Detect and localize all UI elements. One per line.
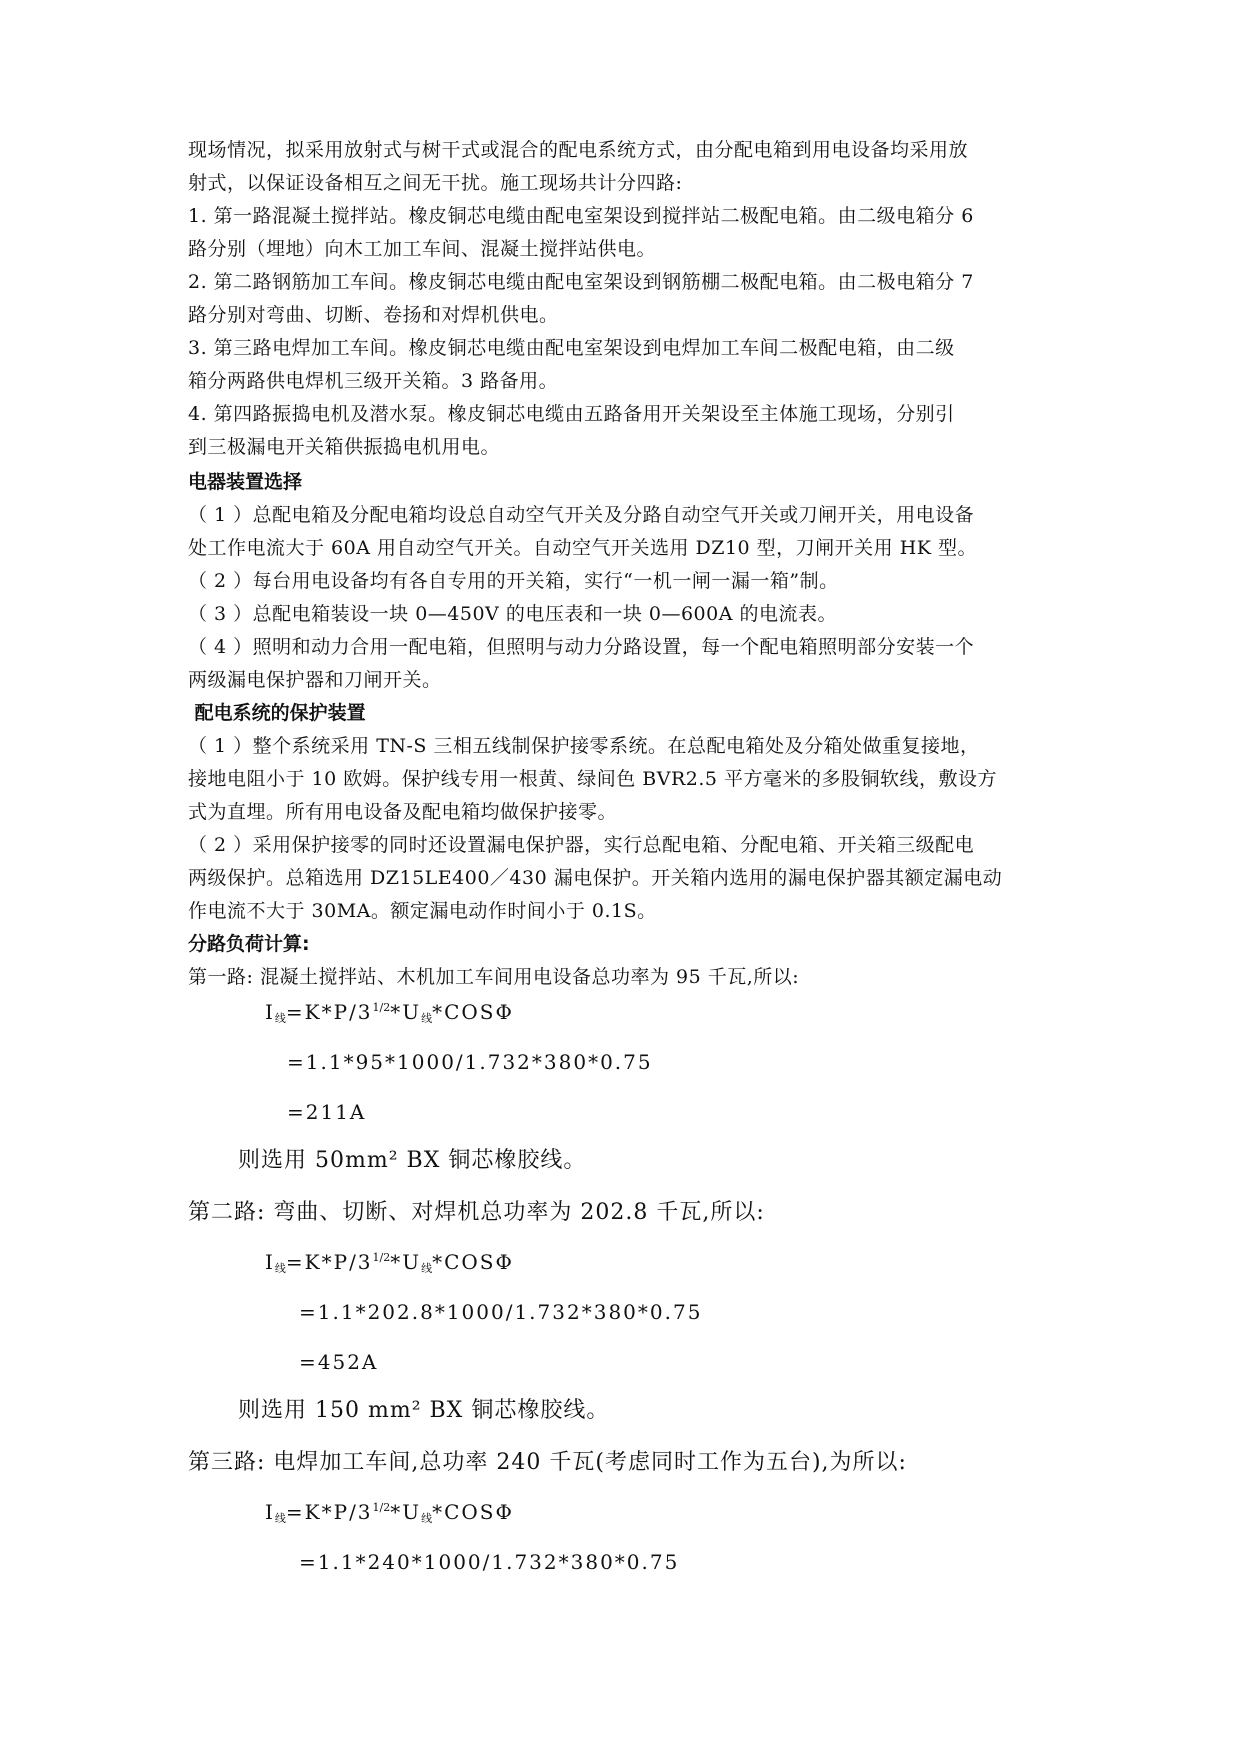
formula-cos: *COSΦ <box>432 1250 514 1274</box>
formula-u: *U <box>390 1250 422 1274</box>
formula-sub: 线 <box>274 1262 286 1275</box>
section-heading-electrical: 电器装置选择 <box>188 471 303 493</box>
text-line: 射式，以保证设备相互之间无干扰。施工现场共计分四路: <box>188 172 683 194</box>
route1-intro <box>188 961 1048 994</box>
list-item: 两级漏电保护器和刀闸开关。 <box>188 669 442 691</box>
list-item: （ 1 ）整个系统采用 TN-S 三相五线制保护接零系统。在总配电箱处及分箱处做重复接地， <box>188 735 980 757</box>
list-item: （ 2 ）每台用电设备均有各自专用的开关箱，实行“一机一闸一漏一箱”制。 <box>188 570 839 592</box>
route2-step2: =452A <box>299 1350 379 1374</box>
formula-u: *U <box>390 1500 422 1524</box>
formula-exp: 1/2 <box>372 1501 391 1514</box>
route-3-line: 箱分两路供电焊机三级开关箱。3 路备用。 <box>188 370 559 392</box>
section-heading-protection: 配电系统的保护装置 <box>188 702 366 724</box>
formula-i: I <box>265 1500 275 1524</box>
formula-mid: =K*P/3 <box>285 1500 373 1524</box>
text-line: 现场情况，拟采用放射式与树干式或混合的配电系统方式，由分配电箱到用电设备均采用放 <box>188 139 969 161</box>
route1-conclusion: 则选用 50mm² BX 铜芯橡胶线。 <box>238 1148 587 1173</box>
list-item: （ 1 ）总配电箱及分配电箱均设总自动空气开关及分路自动空气开关或刀闸开关，用电设备 <box>188 504 975 526</box>
formula-u: *U <box>390 1000 422 1024</box>
formula-sub: 线 <box>421 1012 433 1025</box>
list-item: （ 2 ）采用保护接零的同时还设置漏电保护器，实行总配电箱、分配电箱、开关箱三级配电 <box>188 834 975 856</box>
list-item: 作电流不大于 30MA。额定漏电动作时间小于 0.1S。 <box>188 900 657 922</box>
route2-formula <box>265 1250 514 1276</box>
route1-intro-text: 第一路: 混凝土搅拌站、木机加工车间用电设备总功率为 95 千瓦,所以: <box>188 966 800 988</box>
route-1-line: 路分别（埋地）向木工加工车间、混凝土搅拌站供电。 <box>188 238 657 260</box>
route3-intro: 第三路: 电焊加工车间,总功率 240 千瓦(考虑同时工作为五台),为所以: <box>188 1450 907 1475</box>
list-item: 处工作电流大于 60A 用自动空气开关。自动空气开关选用 DZ10 型，刀闸开关用 HK 型。 <box>188 537 978 559</box>
list-item: 式为直埋。所有用电设备及配电箱均做保护接零。 <box>188 801 618 823</box>
section-heading-load: 分路负荷计算: <box>188 933 310 955</box>
list-item: 接地电阻小于 10 欧姆。保护线专用一根黄、绿间色 BVR2.5 平方毫米的多股铜软线，敷设方 <box>188 768 998 790</box>
route3-step1: =1.1*240*1000/1.732*380*0.75 <box>299 1550 680 1574</box>
route-2-line: 路分别对弯曲、切断、卷扬和对焊机供电。 <box>188 304 559 326</box>
formula-exp: 1/2 <box>372 1001 391 1014</box>
route3-formula <box>265 1500 514 1526</box>
route-2-line: 2. 第二路钢筋加工车间。橡皮铜芯电缆由配电室架设到钢筋棚二极配电箱。由二极电箱分 7 <box>188 271 974 293</box>
route2-step1: =1.1*202.8*1000/1.732*380*0.75 <box>299 1300 703 1324</box>
protection-items <box>188 730 1048 928</box>
formula-sub: 线 <box>421 1512 433 1525</box>
formula-sub: 线 <box>274 1512 286 1525</box>
route1-step2: =211A <box>287 1100 367 1124</box>
route-4-line: 4. 第四路振捣电机及潜水泵。橡皮铜芯电缆由五路备用开关架设至主体施工现场，分别引 <box>188 403 955 425</box>
formula-sub: 线 <box>421 1262 433 1275</box>
route-4-line: 到三极漏电开关箱供振捣电机用电。 <box>188 436 501 458</box>
route2-conclusion: 则选用 150 mm² BX 铜芯橡胶线。 <box>238 1398 610 1423</box>
formula-sub: 线 <box>274 1012 286 1025</box>
formula-cos: *COSΦ <box>432 1500 514 1524</box>
formula-i: I <box>265 1250 275 1274</box>
route-1-line: 1. 第一路混凝土搅拌站。橡皮铜芯电缆由配电室架设到搅拌站二极配电箱。由二级电箱分 6 <box>188 205 974 227</box>
route1-formula <box>265 1000 514 1026</box>
formula-mid: =K*P/3 <box>285 1250 373 1274</box>
intro-paragraph <box>188 134 1048 200</box>
formula-exp: 1/2 <box>372 1251 391 1264</box>
list-item: 两级保护。总箱选用 DZ15LE400／430 漏电保护。开关箱内选用的漏电保护器其额定漏电动 <box>188 867 1003 889</box>
list-item: （ 3 ）总配电箱装设一块 0—450V 的电压表和一块 0—600A 的电流表。 <box>188 603 837 625</box>
formula-i: I <box>265 1000 275 1024</box>
formula-mid: =K*P/3 <box>285 1000 373 1024</box>
electrical-items <box>188 499 1048 697</box>
route-3-line: 3. 第三路电焊加工车间。橡皮铜芯电缆由配电室架设到电焊加工车间二极配电箱，由二级 <box>188 337 955 359</box>
route2-intro: 第二路: 弯曲、切断、对焊机总功率为 202.8 千瓦,所以: <box>188 1200 765 1225</box>
route1-step1: =1.1*95*1000/1.732*380*0.75 <box>287 1050 653 1074</box>
routes-list <box>188 200 1048 464</box>
formula-cos: *COSΦ <box>432 1000 514 1024</box>
list-item: （ 4 ）照明和动力合用一配电箱，但照明与动力分路设置，每一个配电箱照明部分安装一个 <box>188 636 975 658</box>
